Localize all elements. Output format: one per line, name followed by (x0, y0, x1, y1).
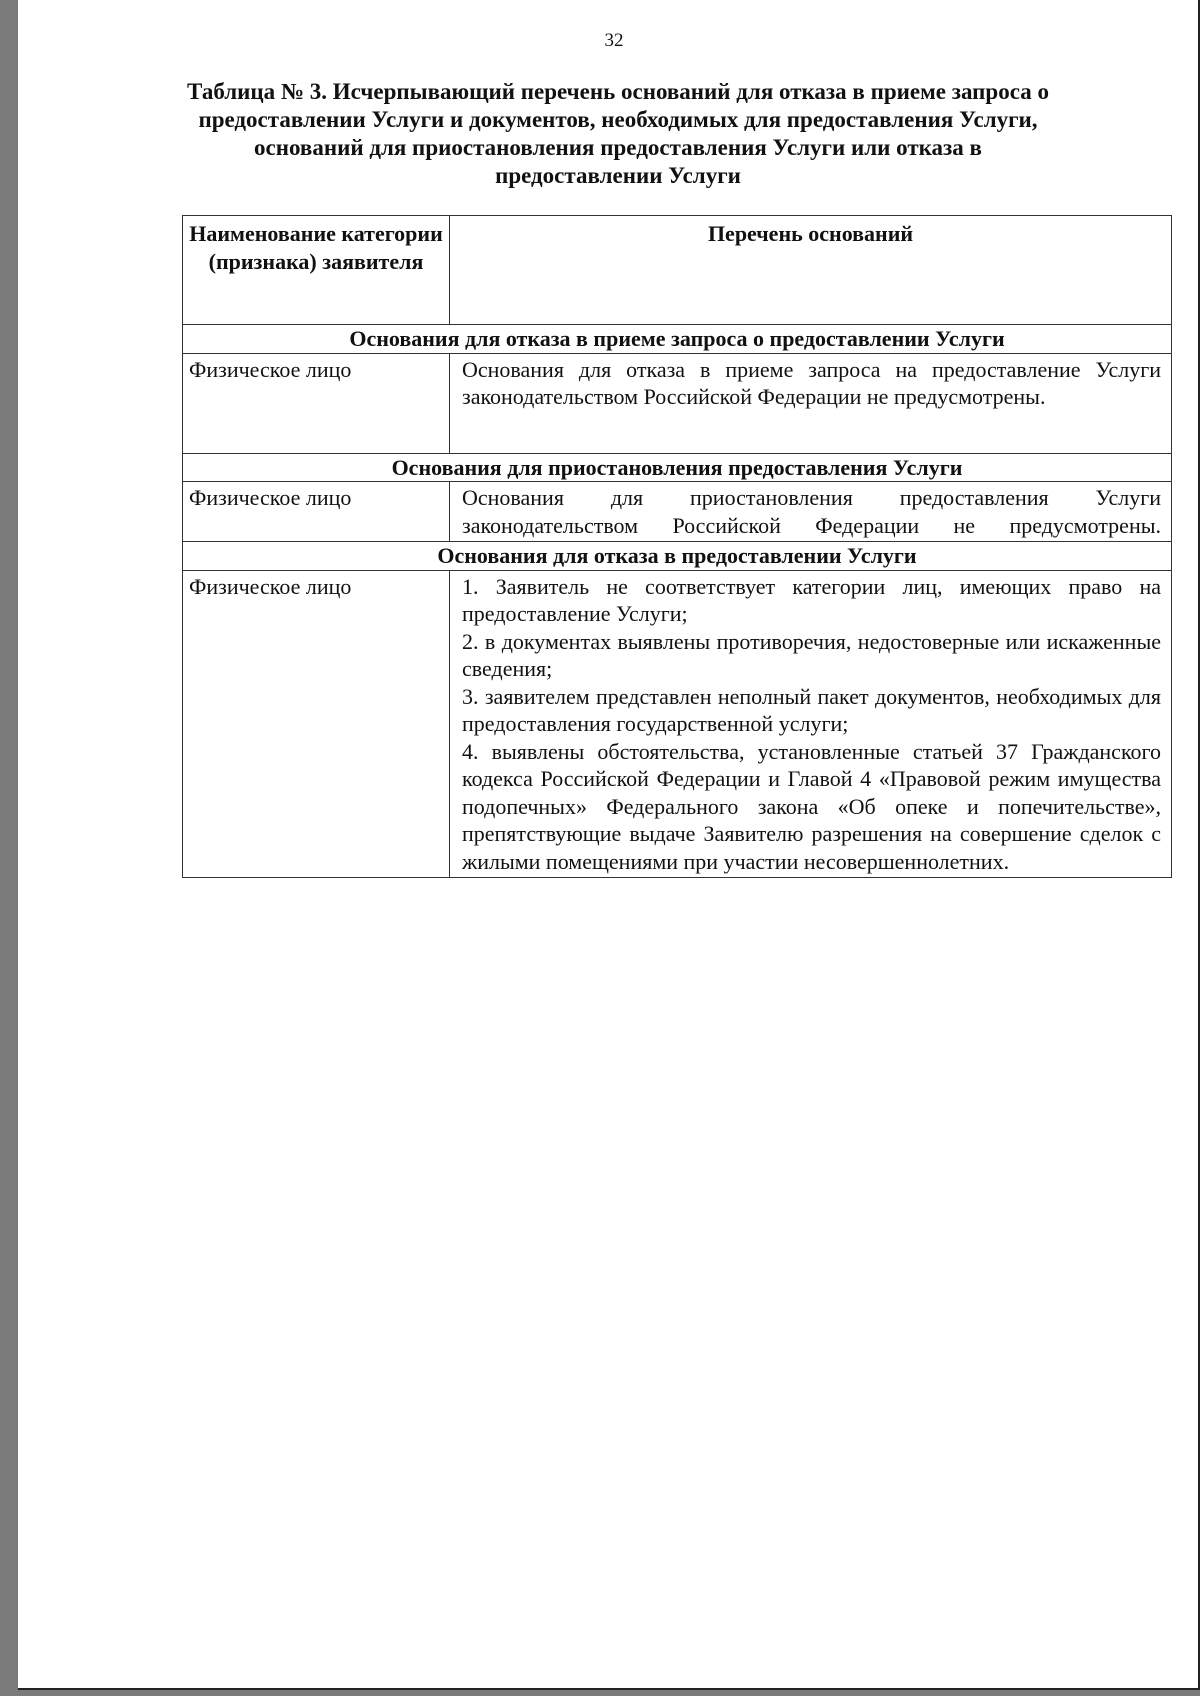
grounds-item: Основания для отказа в приеме запроса на предоставление Услуги законодательством Российской Федерации не предусмотрены. (462, 356, 1161, 409)
header-category: Наименование категории (признака) заявителя (183, 216, 450, 325)
grounds-item: Основания для приостановления предоставления Услуги законодательством Российской Федерации не предусмотрены. (462, 485, 1161, 538)
category-cell: Физическое лицо (183, 570, 450, 878)
grounds-table (182, 215, 1172, 878)
category-cell: Физическое лицо (183, 353, 450, 453)
section-heading-row (183, 453, 1172, 482)
grounds-item: 1. Заявитель не соответствует категории лиц, имеющих право на предоставление Услуги; (462, 573, 1161, 626)
header-grounds: Перечень оснований (450, 216, 1172, 325)
section-heading-row (183, 542, 1172, 571)
section-heading-row (183, 325, 1172, 354)
section-heading: Основания для отказа в предоставлении Услуги (183, 542, 1172, 571)
grounds-cell (450, 570, 1172, 878)
grounds-item: 3. заявителем представлен неполный пакет документов, необходимых для предоставления государственной услуги; (462, 683, 1161, 736)
table-title: Таблица № 3. Исчерпывающий перечень оснований для отказа в приеме запроса о предоставлении Услуги и документов, необходимых для предоставления Услуги, оснований для приостановления предоставления Услуги или отказа в предоставлении Услуги (187, 79, 1049, 188)
document-page (18, 0, 1200, 1690)
category-cell: Физическое лицо (183, 482, 450, 542)
section-heading: Основания для отказа в приеме запроса о предоставлении Услуги (183, 325, 1172, 354)
table-row (183, 570, 1172, 878)
grounds-cell (450, 353, 1172, 453)
grounds-cell (450, 482, 1172, 542)
grounds-item: 2. в документах выявлены противоречия, недостоверные или искаженные сведения; (462, 628, 1161, 681)
table-row (183, 353, 1172, 453)
table-header-row (183, 216, 1172, 325)
section-heading: Основания для приостановления предоставления Услуги (183, 453, 1172, 482)
grounds-item: 4. выявлены обстоятельства, установленные статьей 37 Гражданского кодекса Российской Федерации и Главой 4 «Правовой режим имущества подопечных» Федерального закона «Об опеке и попечительстве», препятствующие выдаче Заявителю разрешения на совершение сделок с жилыми помещениями при участии несовершеннолетних. (462, 738, 1161, 874)
table-row (183, 482, 1172, 542)
page-number: 32 (604, 30, 624, 51)
